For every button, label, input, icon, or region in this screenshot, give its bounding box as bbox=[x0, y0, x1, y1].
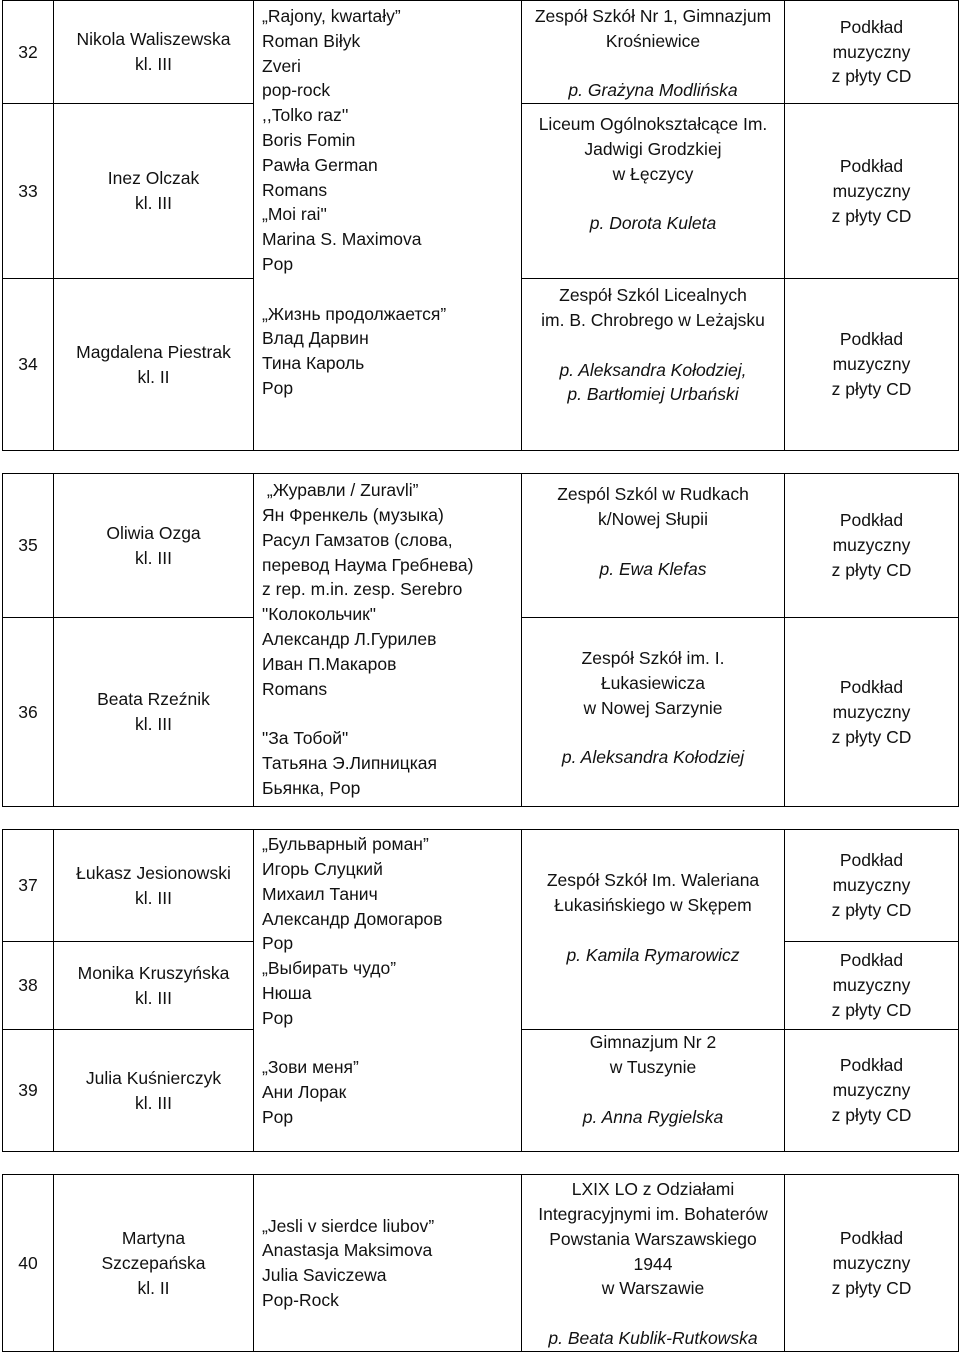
participant-name: Oliwia Ozga bbox=[106, 522, 201, 543]
song-author: Игорь Слуцкий bbox=[262, 858, 383, 879]
song-title: „Жизнь продолжается” bbox=[262, 303, 447, 324]
song-author: Расул Гамзатов (слова, bbox=[262, 529, 453, 550]
song-title: "Колокольчик" bbox=[262, 604, 377, 625]
teacher-name: p. Grażyna Modlińska bbox=[568, 80, 738, 101]
row-number: 40 bbox=[3, 1175, 54, 1352]
participant-class: kl. II bbox=[137, 1277, 170, 1298]
row-number: 39 bbox=[3, 1030, 54, 1152]
accompaniment-cell: Podkład muzyczny z płyty CD bbox=[785, 1175, 959, 1352]
school-name: Zespół Szkół Nr 1, Gimnazjum bbox=[534, 6, 772, 26]
participant-cell bbox=[54, 279, 254, 451]
school-name: Jadwigi Grodzkiej bbox=[584, 138, 722, 159]
accompaniment-cell: Podkład muzyczny z płyty CD bbox=[785, 1030, 959, 1152]
song-performer: Julia Saviczewa bbox=[262, 1265, 387, 1286]
participant-name: Magdalena Piestrak bbox=[76, 341, 231, 362]
participant-cell bbox=[54, 942, 254, 1030]
song-author: перевод Наума Гребнева) bbox=[262, 554, 474, 575]
teacher-name: p. Aleksandra Kołodziej bbox=[561, 747, 745, 768]
school-name: Łukasińskiego w Skępem bbox=[554, 894, 752, 915]
participant-class: kl. III bbox=[135, 1092, 172, 1113]
accompaniment-cell: Podkład muzyczny z płyty CD bbox=[785, 618, 959, 807]
teacher-name: p. Ewa Klefas bbox=[599, 558, 707, 579]
song-cell bbox=[254, 1, 522, 451]
song-genre: pop-rock bbox=[262, 80, 331, 101]
school-cell bbox=[522, 1175, 785, 1352]
teacher-name: p. Anna Rygielska bbox=[582, 1106, 724, 1127]
song-genre: Pop-Rock bbox=[262, 1289, 339, 1310]
school-cell bbox=[522, 279, 785, 451]
school-name: Krośniewice bbox=[605, 30, 701, 51]
song-author: Marina S. Maximova bbox=[262, 229, 422, 250]
song-performer: Zveri bbox=[262, 55, 301, 76]
school-name: Liceum Ogólnokształcące Im. bbox=[538, 114, 768, 135]
song-performer: z rep. m.in. zesp. Serebro bbox=[262, 579, 463, 600]
school-cell bbox=[522, 474, 785, 618]
song-title: „Журавли / Zuravli” bbox=[262, 480, 419, 501]
participant-cell bbox=[54, 1175, 254, 1352]
song-genre: Romans bbox=[262, 179, 328, 200]
accompaniment-cell: Podkład muzyczny z płyty CD bbox=[785, 1, 959, 104]
school-cell bbox=[522, 1030, 785, 1152]
participant-class: kl. III bbox=[135, 887, 172, 908]
table-row bbox=[3, 1, 959, 104]
school-name: im. B. Chrobrego w Leżajsku bbox=[541, 309, 765, 330]
teacher-name: p. Dorota Kuleta bbox=[589, 213, 717, 234]
song-author: Иван П.Макаров bbox=[262, 653, 397, 674]
song-genre: Pop bbox=[262, 377, 294, 398]
teacher-name: p. Aleksandra Kołodziej, bbox=[559, 359, 747, 380]
school-name: w Tuszynie bbox=[609, 1056, 697, 1077]
school-name: Powstania Warszawskiego bbox=[549, 1228, 757, 1249]
participant-cell bbox=[54, 1030, 254, 1152]
song-genre: Pop bbox=[262, 253, 294, 274]
accompaniment-cell: Podkład muzyczny z płyty CD bbox=[785, 279, 959, 451]
school-name: Zespól Szkól w Rudkach bbox=[557, 484, 749, 505]
song-title: „Зови меня” bbox=[262, 1057, 359, 1078]
song-performer: Тина Кароль bbox=[262, 353, 365, 374]
table-row bbox=[3, 1175, 959, 1352]
row-number: 37 bbox=[3, 830, 54, 942]
song-cell bbox=[254, 830, 522, 1152]
participant-cell bbox=[54, 104, 254, 279]
song-genre: Pop bbox=[262, 1007, 294, 1028]
participant-name: Inez Olczak bbox=[107, 168, 200, 189]
school-cell bbox=[522, 830, 785, 1030]
participant-class: kl. III bbox=[135, 987, 172, 1008]
participant-name: Martyna Szczepańska bbox=[101, 1227, 206, 1273]
song-performer: Александр Домогаров bbox=[262, 908, 443, 929]
school-name: w Warszawie bbox=[601, 1278, 705, 1299]
row-number: 35 bbox=[3, 474, 54, 618]
song-title: „Бульварный роман” bbox=[262, 834, 429, 855]
song-genre: Pop bbox=[262, 1106, 294, 1127]
song-title: „Moi rai'' bbox=[262, 204, 328, 225]
row-number: 36 bbox=[3, 618, 54, 807]
school-name: LXIX LO z Odziałami bbox=[571, 1179, 735, 1200]
song-genre: Pop bbox=[262, 933, 294, 954]
song-title: ,,Tolko raz'' bbox=[262, 105, 349, 126]
song-author: Татьяна Э.Липницкая bbox=[262, 752, 438, 773]
participant-name: Beata Rzeźnik bbox=[97, 689, 210, 710]
participant-name: Łukasz Jesionowski bbox=[76, 862, 231, 883]
table-row bbox=[3, 474, 959, 618]
song-author: Александр Л.Гурилев bbox=[262, 628, 437, 649]
teacher-name: p. Bartłomiej Urbański bbox=[567, 384, 739, 405]
song-title: „Rajony, kwartały” bbox=[262, 6, 401, 26]
row-number: 33 bbox=[3, 104, 54, 279]
accompaniment-cell: Podkład muzyczny z płyty CD bbox=[785, 830, 959, 942]
accompaniment-cell: Podkład muzyczny z płyty CD bbox=[785, 104, 959, 279]
school-cell bbox=[522, 618, 785, 807]
song-author: Roman Biłyk bbox=[262, 30, 361, 51]
school-name: Zespół Szkół im. I. bbox=[581, 648, 725, 669]
participant-name: Monika Kruszyńska bbox=[77, 962, 230, 983]
accompaniment-cell: Podkład muzyczny z płyty CD bbox=[785, 942, 959, 1030]
song-genre: Romans bbox=[262, 678, 328, 699]
school-name: w Łęczycy bbox=[612, 163, 694, 184]
school-cell bbox=[522, 104, 785, 279]
school-name: Zespół Szkól Licealnych bbox=[559, 285, 747, 306]
school-name: Gimnazjum Nr 2 bbox=[589, 1032, 717, 1053]
teacher-name: p. Beata Kublik-Rutkowska bbox=[548, 1327, 758, 1348]
participant-cell bbox=[54, 830, 254, 942]
song-author: Ян Френкель (музыка) bbox=[262, 504, 444, 525]
song-performer: Pawła German bbox=[262, 154, 378, 175]
school-name: Integracyjnymi im. Bohaterów bbox=[538, 1203, 768, 1224]
participant-class: kl. III bbox=[135, 54, 172, 75]
accompaniment-cell: Podkład muzyczny z płyty CD bbox=[785, 474, 959, 618]
song-title: "За Тобой" bbox=[262, 728, 349, 749]
row-number: 38 bbox=[3, 942, 54, 1030]
participant-cell bbox=[54, 1, 254, 104]
song-cell bbox=[254, 1175, 522, 1352]
song-title: „Выбирать чудо” bbox=[262, 958, 397, 979]
row-number: 34 bbox=[3, 279, 54, 451]
participant-class: kl. III bbox=[135, 193, 172, 214]
song-performer: Нюша bbox=[262, 982, 312, 1003]
school-name: Zespół Szkół Im. Waleriana bbox=[546, 870, 760, 891]
song-performer: Anastasja Maksimova bbox=[262, 1240, 433, 1261]
song-cell bbox=[254, 474, 522, 807]
song-genre: Бьянка, Pop bbox=[262, 777, 361, 798]
participant-name: Julia Kuśnierczyk bbox=[85, 1067, 222, 1088]
participant-name: Nikola Waliszewska bbox=[76, 29, 231, 50]
song-author: Boris Fomin bbox=[262, 129, 356, 150]
participant-cell bbox=[54, 618, 254, 807]
participant-class: kl. III bbox=[135, 547, 172, 568]
song-performer: Ани Лорак bbox=[262, 1082, 347, 1103]
song-author: Влад Дарвин bbox=[262, 328, 369, 349]
school-name: 1944 bbox=[633, 1253, 673, 1274]
school-name: w Nowej Sarzynie bbox=[583, 697, 723, 718]
song-title: „Jesli v sierdce liubov” bbox=[262, 1215, 435, 1236]
song-author: Михаил Танич bbox=[262, 883, 378, 904]
table-row bbox=[3, 830, 959, 942]
row-number: 32 bbox=[3, 1, 54, 104]
teacher-name: p. Kamila Rymarowicz bbox=[566, 944, 740, 965]
participants-table bbox=[2, 0, 959, 1352]
participant-cell bbox=[54, 474, 254, 618]
school-name: Łukasiewicza bbox=[600, 672, 706, 693]
school-name: k/Nowej Słupii bbox=[598, 508, 708, 529]
school-cell bbox=[522, 1, 785, 104]
participant-class: kl. II bbox=[137, 366, 170, 387]
participant-class: kl. III bbox=[135, 714, 172, 735]
